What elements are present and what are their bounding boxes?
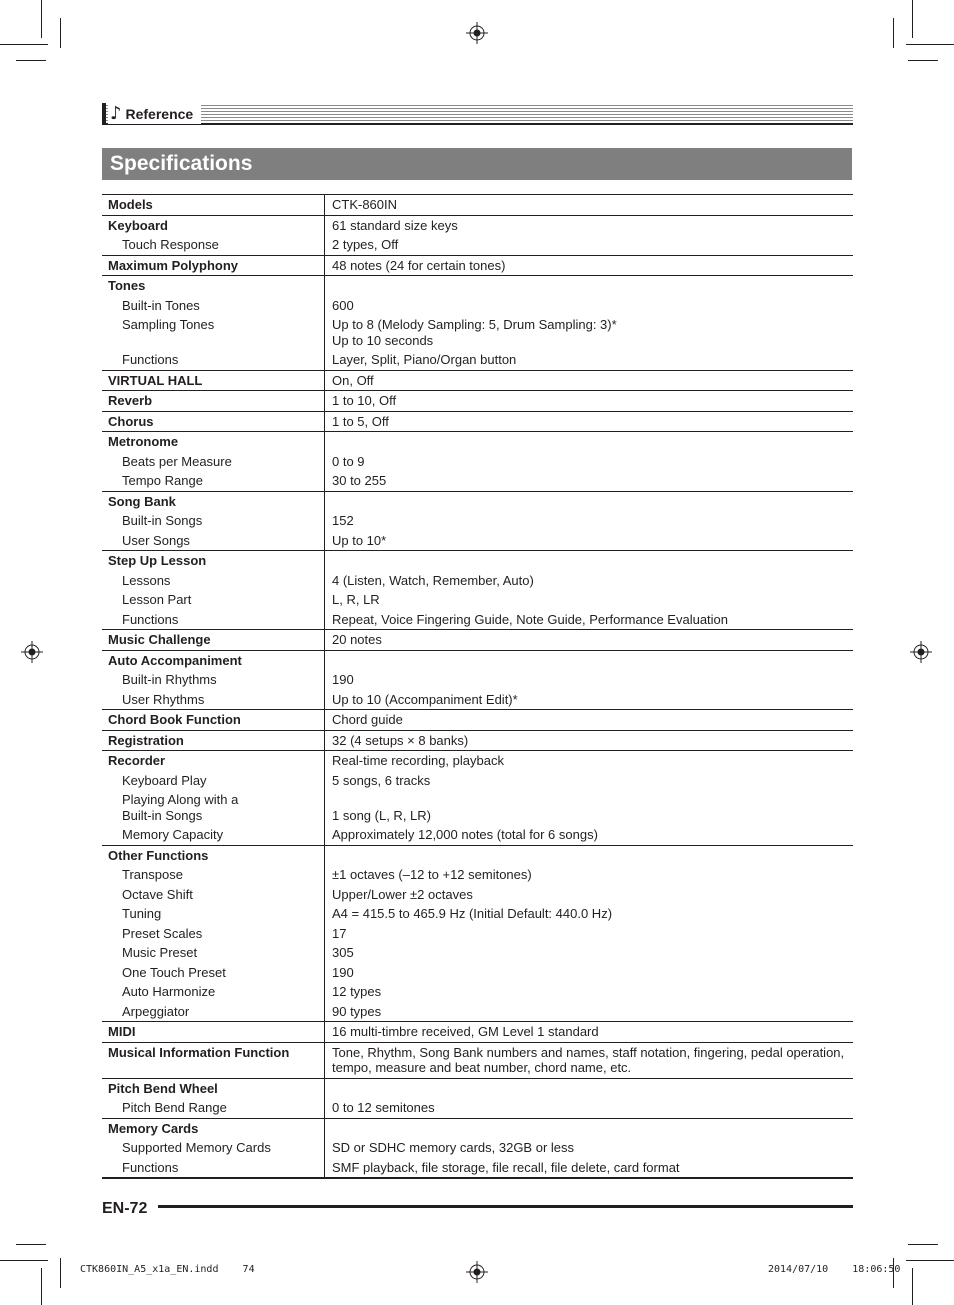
header-rules <box>102 103 853 125</box>
table-row <box>102 571 853 591</box>
spec-value: CTK-860IN <box>325 195 854 216</box>
table-row <box>102 1158 853 1179</box>
spec-label: Pitch Bend Range <box>102 1098 325 1118</box>
spec-value: 0 to 9 <box>332 453 365 469</box>
table-row <box>102 1022 853 1043</box>
spec-label: Memory Cards <box>102 1118 325 1138</box>
spec-value <box>325 276 854 296</box>
spec-value: Tone, Rhythm, Song Bank numbers and names, staff notation, fingering, pedal operation, tempo, measure and beat number, chord name, etc. <box>325 1042 854 1078</box>
spec-label: Octave Shift <box>102 885 325 905</box>
spec-value: 90 types <box>332 1003 382 1019</box>
spec-label: Models <box>102 195 325 216</box>
spec-value <box>325 650 854 670</box>
spec-label: User Rhythms <box>102 690 325 710</box>
table-row <box>102 1002 853 1022</box>
table-row <box>102 751 853 771</box>
spec-value: 305 <box>332 945 354 960</box>
table-row <box>102 690 853 710</box>
table-row <box>102 411 853 432</box>
spec-label: Musical Information Function <box>102 1042 325 1078</box>
registration-mark-icon <box>21 641 43 663</box>
spec-label: Auto Harmonize <box>102 982 325 1002</box>
spec-value: 190 <box>332 672 354 687</box>
spec-label: Sampling Tones <box>102 315 325 350</box>
spec-label: Tones <box>102 276 325 296</box>
spec-label: Functions <box>102 350 325 370</box>
table-row <box>102 1078 853 1098</box>
crop-mark <box>60 18 61 48</box>
spec-label: Song Bank <box>102 491 325 511</box>
page-number: EN-72 <box>102 1200 148 1217</box>
table-row <box>102 255 853 276</box>
spec-table <box>102 194 853 1179</box>
spec-label: Auto Accompaniment <box>102 650 325 670</box>
table-row <box>102 195 853 216</box>
spec-label: Touch Response <box>102 235 325 255</box>
spec-label: Preset Scales <box>102 924 325 944</box>
table-row <box>102 471 853 491</box>
spec-value: 1 to 5, Off <box>325 411 854 432</box>
print-slug-date: 2014/07/10 18:06:50 <box>768 1264 901 1275</box>
music-note-icon: ♪ <box>110 103 122 124</box>
crop-mark <box>908 1244 938 1245</box>
section-label: Reference <box>125 106 194 122</box>
table-row <box>102 771 853 791</box>
spec-value: Layer, Split, Piano/Organ button <box>332 352 517 367</box>
spec-value: 1 song (L, R, LR) <box>332 807 431 823</box>
spec-value: Up to 10* <box>332 532 387 548</box>
crop-mark <box>0 44 48 45</box>
table-row <box>102 845 853 865</box>
spec-value: Real-time recording, playback <box>325 751 854 771</box>
table-row <box>102 235 853 255</box>
spec-value <box>325 491 854 511</box>
spec-value: 48 notes (24 for certain tones) <box>325 255 854 276</box>
spec-label: Tuning <box>102 904 325 924</box>
table-row <box>102 670 853 690</box>
registration-mark-icon <box>466 22 488 44</box>
spec-label: Chorus <box>102 411 325 432</box>
table-row <box>102 296 853 316</box>
crop-mark <box>912 1268 913 1305</box>
spec-label: Step Up Lesson <box>102 551 325 571</box>
spec-value <box>325 551 854 571</box>
spec-label: Beats per Measure <box>102 452 325 472</box>
spec-label: Supported Memory Cards <box>102 1138 325 1158</box>
spec-value: Up to 8 (Melody Sampling: 5, Drum Sampling: 3)* Up to 10 seconds <box>332 317 617 348</box>
table-row <box>102 982 853 1002</box>
spec-value: ±1 octaves (–12 to +12 semitones) <box>332 867 532 882</box>
spec-value: 32 (4 setups × 8 banks) <box>325 730 854 751</box>
spec-value: 152 <box>332 513 354 528</box>
table-row <box>102 511 853 531</box>
spec-value <box>325 1118 854 1138</box>
spec-value: 16 multi-timbre received, GM Level 1 standard <box>325 1022 854 1043</box>
spec-label: Built-in Tones <box>102 296 325 316</box>
spec-label: Keyboard <box>102 215 325 235</box>
table-row <box>102 610 853 630</box>
spec-value: 17 <box>332 925 347 941</box>
table-row <box>102 531 853 551</box>
spec-label: Functions <box>102 610 325 630</box>
crop-mark <box>16 1244 46 1245</box>
spec-value: 30 to 255 <box>332 473 387 488</box>
spec-value <box>325 432 854 452</box>
spec-value: Approximately 12,000 notes (total for 6 songs) <box>332 827 598 842</box>
print-slug-file: CTK860IN_A5_x1a_EN.indd 74 <box>80 1264 255 1275</box>
spec-value: 12 types <box>332 984 382 999</box>
crop-mark <box>60 1258 61 1288</box>
crop-mark <box>893 18 894 48</box>
spec-value: On, Off <box>325 370 854 391</box>
spec-label: Built-in Songs <box>102 511 325 531</box>
spec-value: 61 standard size keys <box>325 215 854 235</box>
crop-mark <box>906 1260 954 1261</box>
spec-label: Other Functions <box>102 845 325 865</box>
crop-mark <box>912 0 913 38</box>
table-row <box>102 730 853 751</box>
spec-label: Maximum Polyphony <box>102 255 325 276</box>
spec-label: MIDI <box>102 1022 325 1043</box>
table-row <box>102 590 853 610</box>
spec-value <box>325 845 854 865</box>
spec-label: Playing Along with a Built-in Songs <box>102 790 325 825</box>
footer-rule <box>158 1205 853 1208</box>
table-row <box>102 551 853 571</box>
spec-value: 2 types, Off <box>332 237 399 252</box>
spec-value: 190 <box>332 964 354 980</box>
spec-value <box>325 1078 854 1098</box>
spec-label: Pitch Bend Wheel <box>102 1078 325 1098</box>
table-row <box>102 865 853 885</box>
spec-value: 20 notes <box>325 630 854 651</box>
spec-label: Functions <box>102 1158 325 1179</box>
registration-mark-icon <box>466 1261 488 1283</box>
table-row <box>102 432 853 452</box>
spec-label: Arpeggiator <box>102 1002 325 1022</box>
table-row <box>102 276 853 296</box>
spec-value: Up to 10 (Accompaniment Edit)* <box>332 691 518 707</box>
spec-value: 5 songs, 6 tracks <box>332 772 431 788</box>
crop-mark <box>41 1268 42 1305</box>
spec-value: 4 (Listen, Watch, Remember, Auto) <box>332 572 534 588</box>
table-row <box>102 710 853 731</box>
table-row <box>102 315 853 350</box>
registration-mark-icon <box>910 641 932 663</box>
spec-value: 0 to 12 semitones <box>332 1100 435 1115</box>
crop-mark <box>908 60 938 61</box>
spec-value: 600 <box>332 297 354 313</box>
table-row <box>102 924 853 944</box>
spec-label: Keyboard Play <box>102 771 325 791</box>
spec-label: Music Preset <box>102 943 325 963</box>
spec-value: SMF playback, file storage, file recall, file delete, card format <box>325 1158 854 1179</box>
spec-label: Lesson Part <box>102 590 325 610</box>
spec-label: User Songs <box>102 531 325 551</box>
spec-label: Transpose <box>102 865 325 885</box>
crop-mark <box>0 1260 48 1261</box>
spec-value: L, R, LR <box>332 592 380 607</box>
spec-label: Lessons <box>102 571 325 591</box>
page-title: Specifications <box>102 148 852 180</box>
table-row <box>102 452 853 472</box>
section-label-wrap <box>108 104 201 124</box>
spec-label: Reverb <box>102 391 325 412</box>
header-stripe <box>102 103 106 125</box>
spec-label: Tempo Range <box>102 471 325 491</box>
spec-label: Music Challenge <box>102 630 325 651</box>
spec-label: Built-in Rhythms <box>102 670 325 690</box>
spec-value: Upper/Lower ±2 octaves <box>332 886 473 902</box>
table-row <box>102 1042 853 1078</box>
spec-label: Metronome <box>102 432 325 452</box>
spec-label: One Touch Preset <box>102 963 325 983</box>
table-row <box>102 350 853 370</box>
spec-label: Registration <box>102 730 325 751</box>
crop-mark <box>906 44 954 45</box>
spec-value: Repeat, Voice Fingering Guide, Note Guide, Performance Evaluation <box>332 611 729 627</box>
spec-value: 1 to 10, Off <box>325 391 854 412</box>
table-row <box>102 650 853 670</box>
spec-value: Chord guide <box>325 710 854 731</box>
table-row <box>102 391 853 412</box>
table-row <box>102 491 853 511</box>
crop-mark <box>41 0 42 38</box>
spec-value: A4 = 415.5 to 465.9 Hz (Initial Default: 440.0 Hz) <box>332 906 613 921</box>
table-row <box>102 1118 853 1138</box>
table-row <box>102 825 853 845</box>
spec-value: SD or SDHC memory cards, 32GB or less <box>332 1140 575 1155</box>
table-row <box>102 885 853 905</box>
table-row <box>102 963 853 983</box>
table-row <box>102 904 853 924</box>
table-row <box>102 370 853 391</box>
table-row <box>102 790 853 825</box>
section-header <box>102 103 853 125</box>
crop-mark <box>16 60 46 61</box>
table-row <box>102 1138 853 1158</box>
table-row <box>102 943 853 963</box>
spec-label: VIRTUAL HALL <box>102 370 325 391</box>
spec-label: Recorder <box>102 751 325 771</box>
table-row <box>102 1098 853 1118</box>
table-row <box>102 630 853 651</box>
header-rule-bottom <box>102 123 853 125</box>
table-row <box>102 215 853 235</box>
spec-label: Memory Capacity <box>102 825 325 845</box>
spec-label: Chord Book Function <box>102 710 325 731</box>
